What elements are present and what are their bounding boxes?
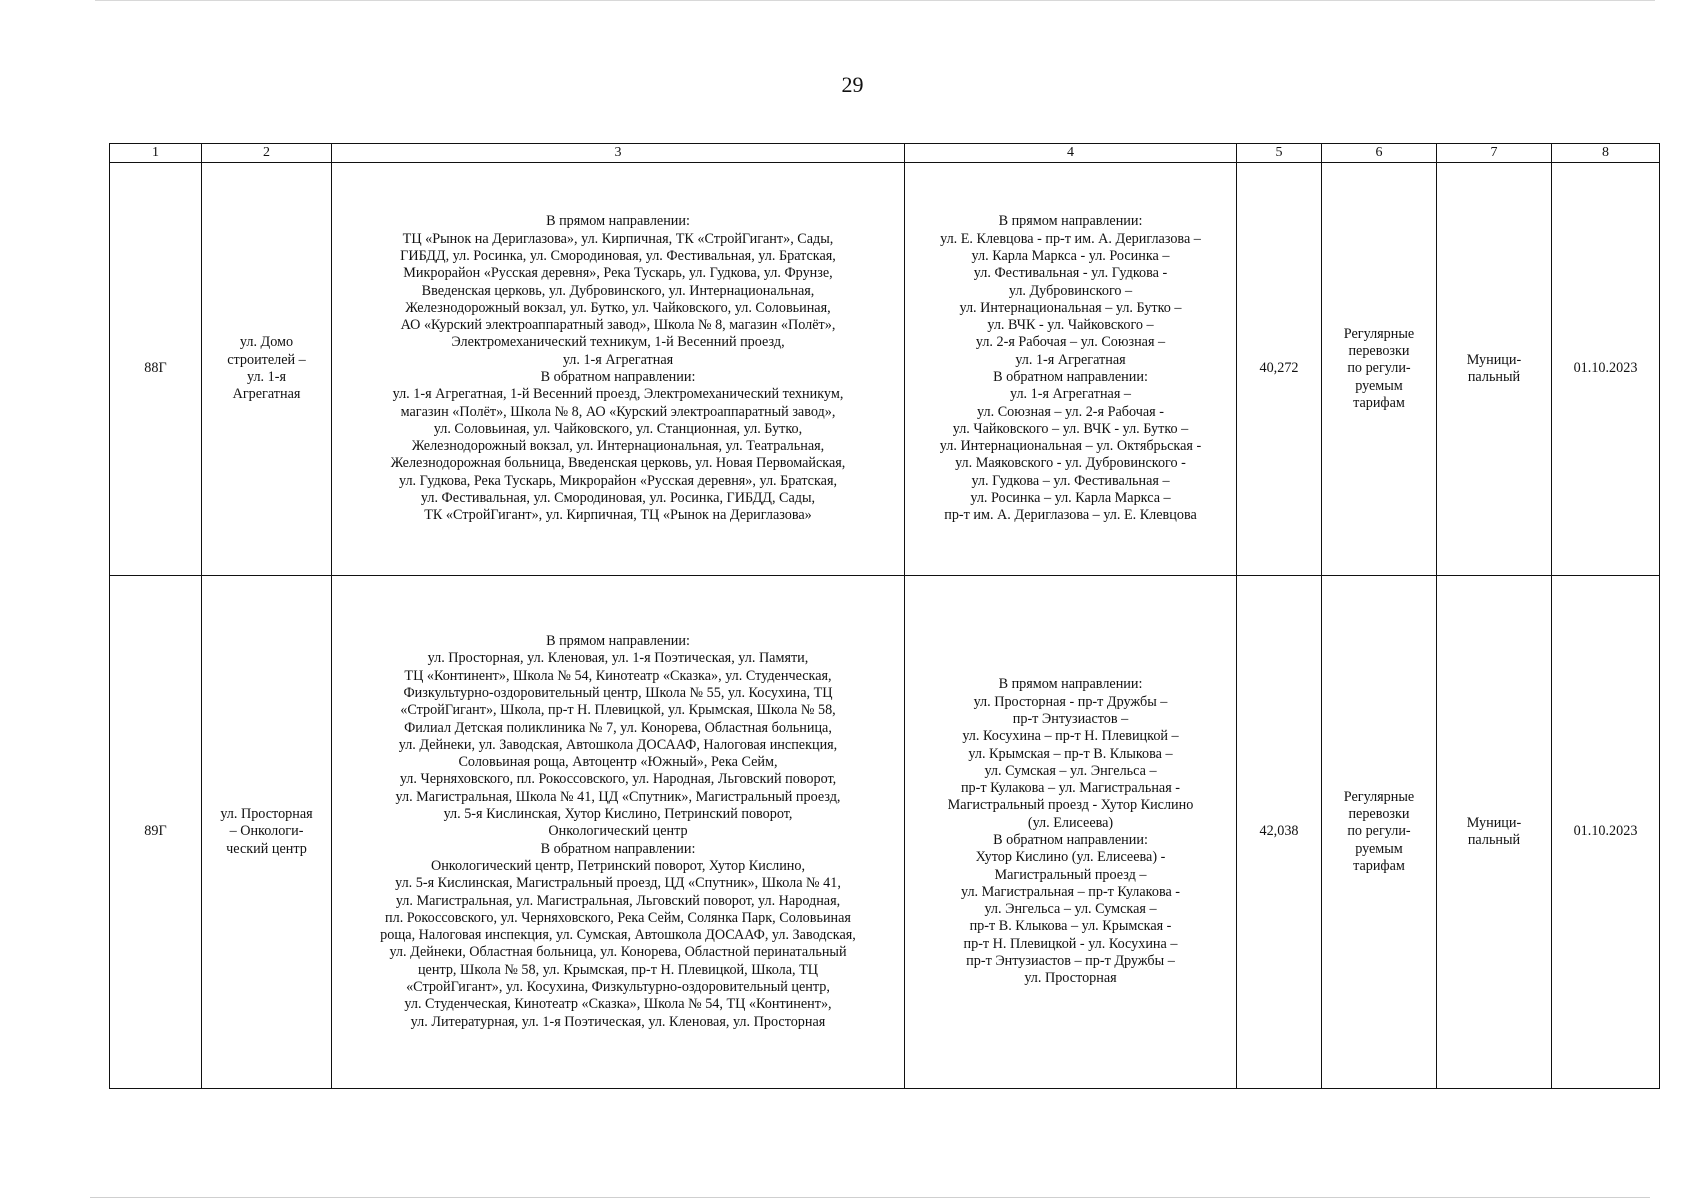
page-number: 29	[841, 72, 864, 97]
route-stops-line: ул. Черняховского, пл. Рокоссовского, ул. Народная, Льговский поворот,	[399, 771, 837, 788]
route-stops-line: ул. 1-я Агрегатная	[562, 351, 674, 368]
transport-type-line: перевозки	[1348, 343, 1410, 360]
route-length: 40,272	[1237, 163, 1322, 576]
route-streets	[905, 163, 1237, 576]
route-kind-line: пальный	[1467, 369, 1521, 385]
route-streets-line: ул. Сумская – ул. Энгельса –	[984, 762, 1157, 779]
route-stops-line: ул. Литературная, ул. 1-я Поэтическая, ул. Кленовая, ул. Просторная	[410, 1013, 826, 1030]
route-streets-line: В прямом направлении:	[998, 213, 1143, 230]
column-header: 2	[202, 144, 332, 163]
route-stops-line: ул. 5-я Кислинская, Магистральный проезд, ЦД «Спутник», Школа № 41,	[395, 875, 841, 892]
route-stops-line: АО «Курский электроаппаратный завод», Школа № 8, магазин «Полёт»,	[400, 317, 836, 334]
transport-type	[1322, 576, 1437, 1089]
route-number: 89Г	[110, 576, 202, 1089]
route-stops-line: Железнодорожный вокзал, ул. Бутко, ул. Чайковского, ул. Соловьиная,	[405, 299, 831, 316]
column-header: 3	[332, 144, 905, 163]
header-row	[110, 144, 1660, 163]
route-streets-line: ул. Интернациональная – ул. Октябрьская -	[939, 438, 1202, 455]
route-name-line: ул. 1-я	[247, 369, 286, 385]
route-streets-line: ул. Интернациональная – ул. Бутко –	[959, 299, 1182, 316]
transport-type-line: тарифам	[1353, 394, 1405, 411]
column-header: 6	[1322, 144, 1437, 163]
column-header: 8	[1552, 144, 1660, 163]
route-stops-line: ул. Гудкова, Река Тускарь, Микрорайон «Русская деревня», ул. Братская,	[398, 472, 838, 489]
route-streets-line: ул. Косухина – пр-т Н. Плевицкой –	[962, 728, 1179, 745]
transport-type-line: Регулярные	[1343, 788, 1415, 805]
route-stops-line: В обратном направлении:	[540, 369, 696, 385]
route-stops-line: ул. Фестивальная, ул. Смородиновая, ул. Росинка, ГИБДД, Сады,	[420, 490, 816, 507]
transport-type	[1322, 163, 1437, 576]
route-stops-line: ул. 5-я Кислинская, Хутор Кислино, Петринский поворот,	[443, 806, 793, 823]
route-stops-line: ТЦ «Континент», Школа № 54, Кинотеатр «Сказка», ул. Студенческая,	[404, 667, 832, 684]
route-stops-line: Электромеханический техникум, 1-й Весенний проезд,	[451, 334, 785, 351]
route-stops-line: Железнодорожный вокзал, ул. Интернациональная, ул. Театральная,	[411, 438, 825, 455]
route-streets-line: В обратном направлении:	[993, 369, 1148, 385]
route-name	[202, 163, 332, 576]
route-stops-line: ул. Дейнеки, ул. Заводская, Автошкола ДОСААФ, Налоговая инспекция,	[398, 736, 838, 753]
route-stops-line: ул. Дейнеки, Областная больница, ул. Конорева, Областной перинатальный	[389, 944, 847, 961]
route-name-line: ул. Домо	[239, 334, 294, 351]
start-date: 01.10.2023	[1552, 163, 1660, 576]
route-streets-line: пр-т Энтузиастов – пр-т Дружбы –	[966, 953, 1175, 970]
route-name-line: ческий центр	[226, 840, 307, 857]
route-stops-line: пл. Рокоссовского, ул. Черняховского, Река Сейм, Солянка Парк, Соловьиная	[385, 909, 851, 926]
route-streets-line: В прямом направлении:	[998, 676, 1143, 693]
route-stops-line: В прямом направлении:	[546, 213, 690, 230]
route-stops-line: В прямом направлении:	[546, 633, 690, 650]
route-name-line: строителей –	[227, 351, 306, 368]
route-streets-line: пр-т В. Клыкова – ул. Крымская -	[969, 918, 1172, 935]
route-streets-line: ул. Магистральная – пр-т Кулакова -	[960, 883, 1181, 900]
route-streets-line: ул. 1-я Агрегатная	[1015, 351, 1126, 368]
route-streets-line: пр-т Энтузиастов –	[1012, 710, 1129, 727]
transport-type-line: по регули-	[1347, 360, 1411, 377]
route-streets-line: В обратном направлении:	[993, 832, 1148, 848]
route-stops-line: Физкультурно-оздоровительный центр, Школа № 55, ул. Косухина, ТЦ	[403, 684, 833, 701]
route-kind	[1437, 163, 1552, 576]
routes-table	[109, 143, 1660, 1089]
route-kind-line: пальный	[1467, 832, 1521, 848]
route-name-line: Агрегатная	[232, 386, 301, 403]
route-stops-line: Соловьиная роща, Автоцентр «Южный», Река Сейм,	[458, 754, 778, 771]
route-number: 88Г	[110, 163, 202, 576]
route-streets-line: ул. Фестивальная - ул. Гудкова -	[973, 265, 1168, 282]
route-stops-line: Введенская церковь, ул. Дубровинского, ул. Интернациональная,	[421, 282, 815, 299]
route-streets-line: ул. Е. Клевцова - пр-т им. А. Дериглазова –	[940, 230, 1201, 247]
route-stops-line: Онкологический центр, Петринский поворот, Хутор Кислино,	[430, 857, 806, 874]
route-stops	[332, 576, 905, 1089]
route-streets-line: ул. 2-я Рабочая – ул. Союзная –	[975, 334, 1166, 351]
route-streets-line: ул. Энгельса – ул. Сумская –	[984, 901, 1157, 918]
route-stops-line: ул. Студенческая, Кинотеатр «Сказка», Школа № 54, ТЦ «Континент»,	[404, 996, 832, 1013]
route-streets-line: пр-т Кулакова – ул. Магистральная -	[960, 780, 1181, 797]
column-header: 1	[110, 144, 202, 163]
route-stops	[332, 163, 905, 576]
route-streets-line: ул. Просторная	[1024, 970, 1117, 987]
route-stops-line: Филиал Детская поликлиника № 7, ул. Конорева, Областная больница,	[404, 719, 832, 736]
route-streets-line: Магистральный проезд - Хутор Кислино	[947, 797, 1194, 814]
route-streets-line: ул. Росинка – ул. Карла Маркса –	[970, 490, 1171, 507]
route-streets-line: (ул. Елисеева)	[1027, 814, 1114, 831]
route-streets-line: Хутор Кислино (ул. Елисеева) -	[975, 849, 1166, 866]
top-scan-edge	[95, 0, 1655, 1]
route-stops-line: роща, Налоговая инспекция, ул. Сумская, Автошкола ДОСААФ, ул. Заводская,	[380, 927, 856, 944]
route-name	[202, 576, 332, 1089]
route-streets-line: ул. 1-я Агрегатная –	[1010, 386, 1131, 403]
route-streets-line: ул. ВЧК - ул. Чайковского –	[987, 317, 1154, 334]
route-stops-line: магазин «Полёт», Школа № 8, АО «Курский электроаппаратный завод»,	[400, 403, 836, 420]
transport-type-line: руемым	[1355, 840, 1403, 857]
route-stops-line: ул. Магистральная, ул. Магистральная, Льговский поворот, ул. Народная,	[395, 892, 841, 909]
route-stops-line: «СтройГигант», Школа, пр-т Н. Плевицкой, ул. Крымская, Школа № 58,	[400, 702, 836, 719]
transport-type-line: по регули-	[1347, 823, 1411, 840]
route-stops-line: Железнодорожная больница, Введенская церковь, ул. Новая Первомайская,	[390, 455, 846, 472]
route-streets-line: ул. Дубровинского –	[1008, 282, 1133, 299]
route-stops-line: «СтройГигант», ул. Косухина, Физкультурно-оздоровительный центр,	[406, 979, 830, 996]
route-stops-line: ул. Просторная, ул. Кленовая, ул. 1-я Поэтическая, ул. Памяти,	[427, 650, 809, 667]
route-streets	[905, 576, 1237, 1089]
table-row	[110, 163, 1660, 576]
route-streets-line: ул. Карла Маркса - ул. Росинка –	[971, 247, 1170, 264]
transport-type-line: перевозки	[1348, 806, 1410, 823]
column-header: 5	[1237, 144, 1322, 163]
table-row	[110, 576, 1660, 1089]
route-length: 42,038	[1237, 576, 1322, 1089]
route-stops-line: Микрорайон «Русская деревня», Река Тускарь, ул. Гудкова, ул. Фрунзе,	[403, 265, 833, 282]
route-streets-line: ул. Маяковского - ул. Дубровинского -	[955, 455, 1186, 472]
route-streets-line: ул. Просторная - пр-т Дружбы –	[973, 693, 1168, 710]
route-streets-line: ул. Крымская – пр-т В. Клыкова –	[968, 745, 1173, 762]
route-streets-line: пр-т Н. Плевицкой - ул. Косухина –	[963, 935, 1178, 952]
column-header: 7	[1437, 144, 1552, 163]
route-stops-line: ГИБДД, ул. Росинка, ул. Смородиновая, ул. Фестивальная, ул. Братская,	[400, 247, 836, 264]
route-stops-line: ул. Соловьиная, ул. Чайковского, ул. Станционная, ул. Бутко,	[433, 420, 803, 437]
route-kind-line: Муници-	[1466, 814, 1522, 831]
column-header: 4	[905, 144, 1237, 163]
route-stops-line: ТЦ «Рынок на Дериглазова», ул. Кирпичная, ТК «СтройГигант», Сады,	[402, 230, 834, 247]
route-name-line: – Онкологи-	[229, 823, 304, 840]
start-date: 01.10.2023	[1552, 576, 1660, 1089]
route-kind	[1437, 576, 1552, 1089]
route-streets-line: ул. Чайковского – ул. ВЧК - ул. Бутко –	[952, 420, 1189, 437]
route-streets-line: пр-т им. А. Дериглазова – ул. Е. Клевцова	[944, 507, 1197, 524]
route-streets-line: ул. Союзная – ул. 2-я Рабочая -	[977, 403, 1164, 420]
route-stops-line: ул. 1-я Агрегатная, 1-й Весенний проезд, Электромеханический техникум,	[392, 386, 844, 403]
transport-type-line: Регулярные	[1343, 325, 1415, 342]
route-stops-line: В обратном направлении:	[540, 840, 696, 857]
route-stops-line: ТК «СтройГигант», ул. Кирпичная, ТЦ «Рынок на Дериглазова»	[424, 507, 812, 524]
route-streets-line: ул. Гудкова – ул. Фестивальная –	[971, 472, 1170, 489]
route-stops-line: ул. Магистральная, Школа № 41, ЦД «Спутник», Магистральный проезд,	[395, 788, 841, 805]
transport-type-line: руемым	[1355, 377, 1403, 394]
route-name-line: ул. Просторная	[220, 806, 313, 823]
bottom-scan-edge	[90, 1197, 1650, 1198]
route-kind-line: Муници-	[1466, 351, 1522, 368]
route-streets-line: Магистральный проезд –	[994, 866, 1147, 883]
transport-type-line: тарифам	[1353, 857, 1405, 874]
route-stops-line: Онкологический центр	[548, 823, 688, 840]
route-stops-line: центр, Школа № 58, ул. Крымская, пр-т Н. Плевицкой, Школа, ТЦ	[417, 961, 819, 978]
